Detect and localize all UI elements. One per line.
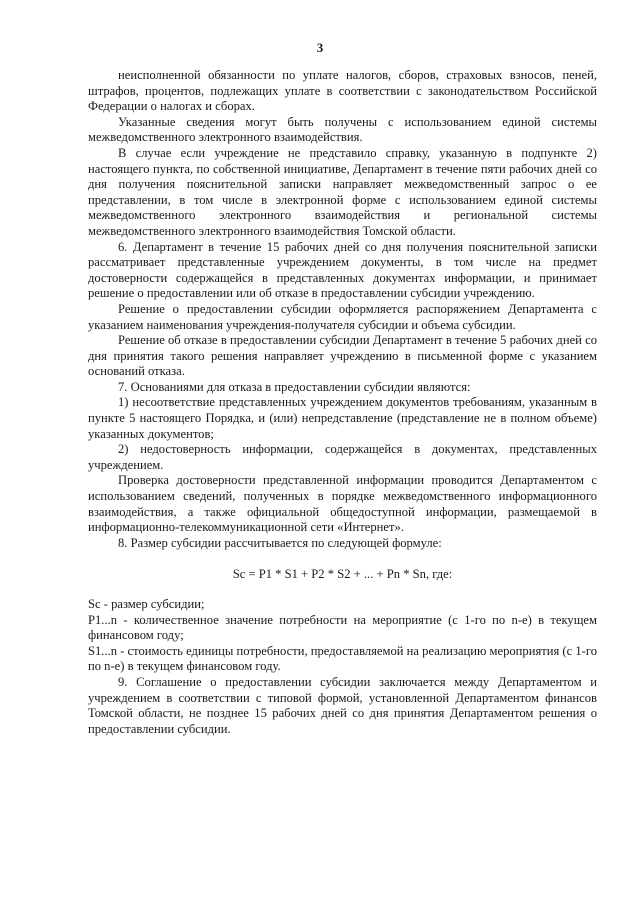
paragraph-verification: Проверка достоверности представленной информации проводится Департаментом с использованием сведений, полученных в порядке межведомственного информационного взаимодействия, а также официальной общедоступной информации, размещаемой в информационно-телекоммуникационной сети «Интернет». bbox=[88, 473, 597, 535]
paragraph-item-8: 8. Размер субсидии рассчитывается по следующей формуле: bbox=[118, 535, 442, 550]
paragraph-refusal-reason-1: 1) несоответствие представленных учреждением документов требованиям, указанным в пункте 5 настоящего Порядка, и (или) непредставление (представление не в полном объеме) указанных документов; bbox=[88, 395, 597, 441]
subsidy-formula: Sc = P1 * S1 + P2 * S2 + ... + Pn * Sn, где: bbox=[232, 567, 453, 582]
paragraph-tax-obligations: неисполненной обязанности по уплате налогов, сборов, страховых взносов, пеней, штрафов, процентов, подлежащих уплате в соответствии с законодательством Российской Федерации о налогах и сборах. bbox=[88, 68, 597, 114]
definition-s: S1...n - стоимость единицы потребности, предоставляемой на реализацию мероприятия (с 1-го по n-е) в текущем финансовом году. bbox=[88, 643, 598, 674]
document-body bbox=[88, 68, 597, 737]
paragraph-item-7: 7. Основаниями для отказа в предоставлении субсидии являются: bbox=[118, 379, 471, 394]
paragraph-item-9: 9. Соглашение о предоставлении субсидии заключается между Департаментом и учреждением в соответствии с типовой формой, установленной Департаментом финансов Томской области, не позднее 15 рабочих дней со дня принятия Департаментом решения о предоставлении субсидии. bbox=[88, 674, 597, 736]
paragraph-interagency-request: В случае если учреждение не представило справку, указанную в подпункте 2) настоящего пункта, по собственной инициативе, Департамент в течение пяти рабочих дней со дня получения пояснительной записки направляет межведомственный запрос о ее представлении, в том числе в электронной форме с использованием единой системы межведомственного электронного взаимодействия и региональной системы межведомственного электронного взаимодействия Томской области. bbox=[88, 145, 597, 238]
definition-p: P1...n - количественное значение потребности на мероприятие (с 1-го по n-е) в текущем финансовом году; bbox=[88, 612, 597, 643]
paragraph-decision-refusal: Решение об отказе в предоставлении субсидии Департамент в течение 5 рабочих дней со дня принятия такого решения направляет учреждению в письменной форме с указанием оснований отказа. bbox=[88, 333, 597, 379]
paragraph-refusal-reason-2: 2) недостоверность информации, содержащейся в документах, представленных учреждением. bbox=[88, 442, 597, 472]
page-number: 3 bbox=[316, 40, 324, 55]
paragraph-info-sources: Указанные сведения могут быть получены с использованием единой системы межведомственного электронного взаимодействия. bbox=[88, 114, 597, 145]
definition-sc: Sc - размер субсидии; bbox=[88, 597, 205, 611]
paragraph-decision-grant: Решение о предоставлении субсидии оформляется распоряжением Департамента с указанием наименования учреждения-получателя субсидии и объема субсидии. bbox=[88, 301, 597, 332]
paragraph-item-6: 6. Департамент в течение 15 рабочих дней со дня получения пояснительной записки рассматривает представленные учреждением документы, в том числе на предмет достоверности содержащейся в представленных документах информации, и принимает решение о предоставлении или об отказе в предоставлении субсидии учреждению. bbox=[88, 239, 597, 301]
